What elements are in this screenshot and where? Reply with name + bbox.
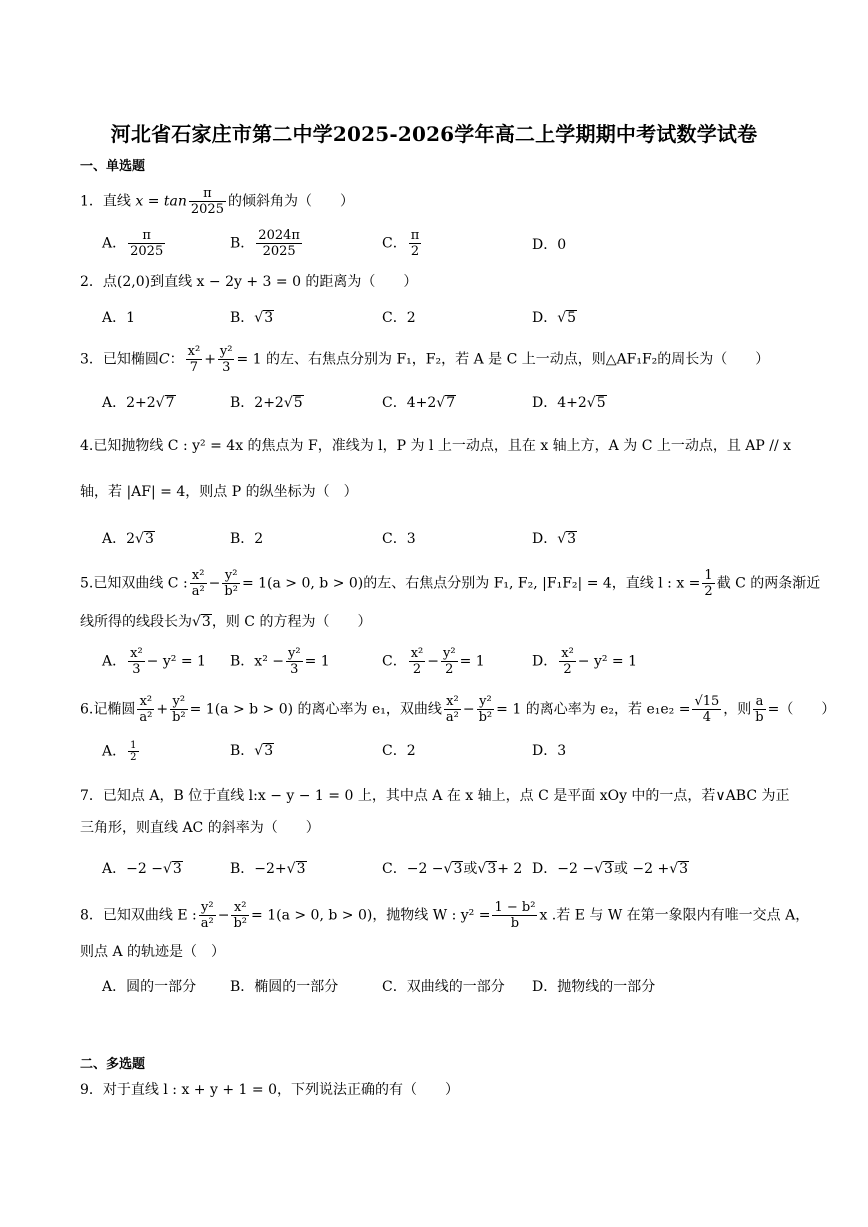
question-text: 直线 bbox=[102, 193, 131, 210]
option-d[interactable]: D．√5 bbox=[532, 310, 577, 326]
option-c[interactable]: C．−2 −√3或√3+ 2 bbox=[382, 861, 523, 877]
question-6: 6.记椭圆 $\frac{\text{x²}}{\text{a²}}$ + $\frac{\text{y²}}{\text{b²}}$ = 1(a > b > 0) 的离心率为 e₁，双曲线 $\frac{\text{x²}}{\text{a²}}$ − $\frac{\text{y²}}{\text{b²}}$ = 1 的离心率为 e₂，若 e₁e₂ = $\frac{√15}{4}$ ，则 $\frac{a}{b}$ =（ ） bbox=[80, 694, 836, 725]
options-q8 bbox=[102, 976, 802, 1004]
option-c[interactable]: C．2 bbox=[382, 743, 416, 759]
options-q6 bbox=[102, 740, 802, 768]
option-c[interactable]: C．2 bbox=[382, 310, 416, 326]
option-d[interactable]: D．3 bbox=[532, 743, 567, 759]
options-q5 bbox=[102, 646, 802, 677]
option-a[interactable]: A． $\frac{1}{2}$ bbox=[102, 740, 137, 763]
question-number: 2． bbox=[80, 274, 103, 290]
fraction: $\frac{\pi}{2025}$ bbox=[190, 186, 224, 217]
options-q3 bbox=[102, 392, 802, 420]
option-b[interactable]: B．−2+√3 bbox=[230, 861, 306, 877]
section-heading-multi-choice: 二、多选题 bbox=[80, 1057, 146, 1072]
option-c[interactable]: C． $\frac{\pi}{2}$ bbox=[382, 228, 420, 259]
option-a[interactable]: A．1 bbox=[102, 310, 136, 326]
option-a[interactable]: A．−2 −√3 bbox=[102, 861, 182, 877]
question-text: 的倾斜角为（ ） bbox=[227, 193, 354, 210]
option-b[interactable]: B． $\frac{2024\pi}{2025}$ bbox=[230, 228, 300, 259]
option-b[interactable]: B．√3 bbox=[230, 310, 274, 326]
options-q1 bbox=[102, 228, 802, 259]
option-b[interactable]: B．2 bbox=[230, 531, 264, 547]
option-d[interactable]: D． $\frac{\text{x²}}{2}$ − y² = 1 bbox=[532, 646, 638, 677]
option-a[interactable]: A．2+2√7 bbox=[102, 395, 175, 411]
option-a[interactable]: A． $\frac{\text{x²}}{3}$ − y² = 1 bbox=[102, 646, 206, 677]
option-d[interactable]: D．−2 −√3或 −2 +√3 bbox=[532, 861, 689, 877]
option-b[interactable]: B．2+2√5 bbox=[230, 395, 303, 411]
option-c[interactable]: C． $\frac{\text{x²}}{2}$ − $\frac{\text{y²}}{2}$ = 1 bbox=[382, 646, 485, 677]
question-8-line-2: 则点 A 的轨迹是（ ） bbox=[80, 944, 226, 960]
option-a[interactable]: A．2√3 bbox=[102, 531, 154, 547]
question-1 bbox=[80, 186, 790, 217]
page-title: 河北省石家庄市第二中学2025-2026学年高二上学期期中考试数学试卷 bbox=[110, 122, 758, 146]
question-5-line-2: 线所得的线段长为√3，则 C 的方程为（ ） bbox=[80, 614, 372, 630]
question-5: 5.已知双曲线 C : $\frac{\text{x²}}{\text{a²}}$ − $\frac{\text{y²}}{\text{b²}}$ = 1(a > 0, b > 0)的左、右焦点分别为 F₁, F₂, |F₁F₂| = 4，直线 l : x = $\frac{1}{2}$ 截 C 的两条渐近 bbox=[80, 568, 821, 599]
option-d[interactable]: D．抛物线的一部分 bbox=[532, 979, 656, 995]
option-c[interactable]: C．双曲线的一部分 bbox=[382, 979, 505, 995]
section-heading-single-choice: 一、单选题 bbox=[80, 159, 146, 174]
option-c[interactable]: C．3 bbox=[382, 531, 416, 547]
options-q2 bbox=[102, 307, 802, 335]
question-2 bbox=[80, 272, 790, 292]
question-7-line-2: 三角形，则直线 AC 的斜率为（ ） bbox=[80, 820, 320, 836]
option-b[interactable]: B．x² − $\frac{\text{y²}}{3}$ = 1 bbox=[230, 646, 330, 677]
options-q7 bbox=[102, 858, 802, 886]
options-q4 bbox=[102, 528, 802, 556]
option-d[interactable]: D．0 bbox=[532, 237, 567, 253]
question-number: 1． bbox=[80, 193, 103, 210]
option-b[interactable]: B．椭圆的一部分 bbox=[230, 979, 339, 995]
option-d[interactable]: D．√3 bbox=[532, 531, 577, 547]
question-text: 点(2,0)到直线 x − 2y + 3 = 0 的距离为（ ） bbox=[102, 274, 418, 290]
option-d[interactable]: D．4+2√5 bbox=[532, 395, 606, 411]
option-a[interactable]: A．圆的一部分 bbox=[102, 979, 197, 995]
question-3: 3．已知椭圆C： $\frac{\text{x²}}{7}$ + $\frac{\text{y²}}{3}$ = 1 的左、右焦点分别为 F₁，F₂，若 A 是 C 上一动点，则△AF₁F₂的周长为（ ） bbox=[80, 344, 770, 375]
question-4-line-2: 轴，若 |AF| = 4，则点 P 的纵坐标为（ ） bbox=[80, 484, 358, 500]
question-7: 7．已知点 A，B 位于直线 l:x − y − 1 = 0 上，其中点 A 在 x 轴上，点 C 是平面 xOy 中的一点，若∨ABC 为正 bbox=[80, 788, 790, 804]
option-c[interactable]: C．4+2√7 bbox=[382, 395, 456, 411]
option-b[interactable]: B．√3 bbox=[230, 743, 274, 759]
question-8: 8．已知双曲线 E : $\frac{\text{y²}}{\text{a²}}$ − $\frac{\text{x²}}{\text{b²}}$ = 1(a > 0, b > 0)，抛物线 W : y² = $\frac{\text{1 − b²}}{b}$ x .若 E 与 W 在第一象限内有唯一交点 A， bbox=[80, 900, 810, 931]
question-4: 4.已知抛物线 C : y² = 4x 的焦点为 F，准线为 l，P 为 l 上一动点，且在 x 轴上方，A 为 C 上一动点，且 AP // x bbox=[80, 438, 792, 454]
question-9: 9．对于直线 l : x + y + 1 = 0，下列说法正确的有（ ） bbox=[80, 1082, 459, 1098]
equation: x = tan bbox=[135, 193, 187, 210]
option-a[interactable]: A． $\frac{\pi}{2025}$ bbox=[102, 228, 164, 259]
